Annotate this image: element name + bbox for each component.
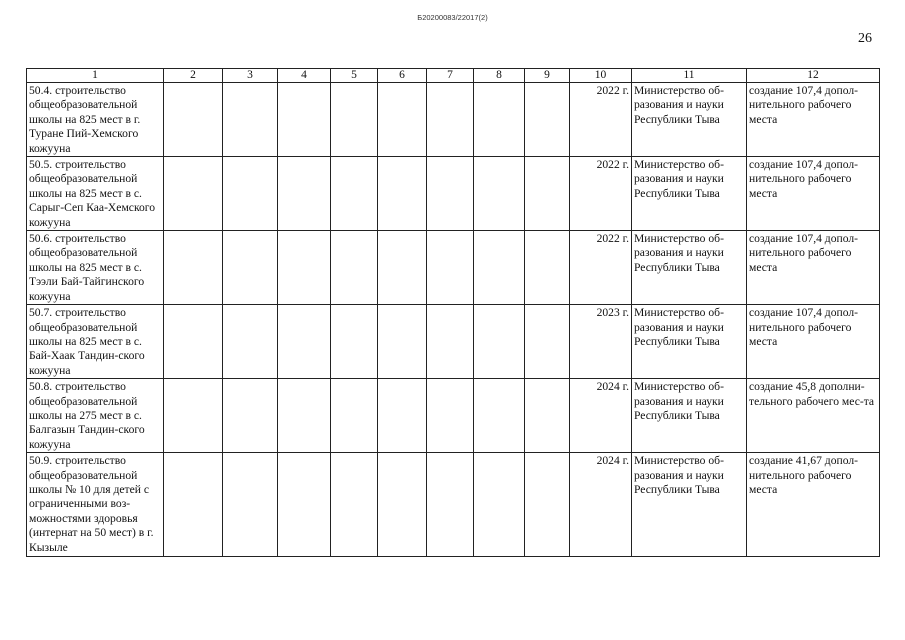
year-cell: 2022 г. [570,157,632,231]
empty-cell [331,83,378,157]
empty-cell [164,379,223,453]
column-header: 12 [747,69,880,83]
responsible-cell: Министерство об-разования и науки Республики Тыва [632,453,747,557]
empty-cell [278,83,331,157]
empty-cell [378,379,427,453]
responsible-cell: Министерство об-разования и науки Республики Тыва [632,83,747,157]
empty-cell [223,83,278,157]
table-row [27,231,880,305]
table-row [27,453,880,557]
measure-cell: 50.9. строительство общеобразовательной школы № 10 для детей с ограниченными воз-можностями здоровья (интернат на 50 мест) в г. Кызыле [27,453,164,557]
empty-cell [525,83,570,157]
empty-cell [427,157,474,231]
empty-cell [223,305,278,379]
empty-cell [223,157,278,231]
table-row [27,305,880,379]
empty-cell [164,83,223,157]
measure-cell: 50.5. строительство общеобразовательной школы на 825 мест в с. Сарыг-Сеп Каа-Хемского кожууна [27,157,164,231]
column-header: 10 [570,69,632,83]
year-cell: 2022 г. [570,231,632,305]
empty-cell [525,453,570,557]
page-number: 26 [858,31,872,46]
result-cell: создание 107,4 допол-нительного рабочего места [747,231,880,305]
empty-cell [223,231,278,305]
empty-cell [331,305,378,379]
column-header: 9 [525,69,570,83]
empty-cell [164,157,223,231]
column-header: 11 [632,69,747,83]
empty-cell [164,453,223,557]
empty-cell [474,83,525,157]
empty-cell [278,453,331,557]
empty-cell [378,453,427,557]
responsible-cell: Министерство об-разования и науки Республики Тыва [632,379,747,453]
result-cell: создание 41,67 допол-нительного рабочего места [747,453,880,557]
empty-cell [278,157,331,231]
measure-cell: 50.6. строительство общеобразовательной школы на 825 мест в с. Тээли Бай-Тайгинского кожууна [27,231,164,305]
empty-cell [378,305,427,379]
year-cell: 2024 г. [570,453,632,557]
empty-cell [427,379,474,453]
empty-cell [474,305,525,379]
program-table [26,68,880,557]
empty-cell [223,453,278,557]
empty-cell [278,305,331,379]
result-cell: создание 107,4 допол-нительного рабочего места [747,83,880,157]
empty-cell [223,379,278,453]
year-cell: 2024 г. [570,379,632,453]
year-cell: 2023 г. [570,305,632,379]
column-header: 2 [164,69,223,83]
empty-cell [331,231,378,305]
empty-cell [427,83,474,157]
empty-cell [474,453,525,557]
measure-cell: 50.8. строительство общеобразовательной школы на 275 мест в с. Балгазын Тандин-ского кожууна [27,379,164,453]
empty-cell [164,305,223,379]
empty-cell [427,305,474,379]
empty-cell [331,157,378,231]
measure-cell: 50.7. строительство общеобразовательной школы на 825 мест в с. Бай-Хаак Тандин-ского кожууна [27,305,164,379]
column-header: 1 [27,69,164,83]
empty-cell [525,379,570,453]
responsible-cell: Министерство об-разования и науки Республики Тыва [632,305,747,379]
document-code: Б20200083/22017(2) [417,13,488,22]
column-header: 8 [474,69,525,83]
empty-cell [474,379,525,453]
result-cell: создание 107,4 допол-нительного рабочего места [747,305,880,379]
empty-cell [378,83,427,157]
table-row [27,157,880,231]
empty-cell [525,231,570,305]
column-header: 4 [278,69,331,83]
table-row [27,83,880,157]
empty-cell [427,453,474,557]
empty-cell [331,379,378,453]
empty-cell [164,231,223,305]
empty-cell [331,453,378,557]
result-cell: создание 45,8 дополни-тельного рабочего мес-та [747,379,880,453]
empty-cell [525,305,570,379]
empty-cell [378,157,427,231]
table-header-row [27,69,880,83]
column-header: 3 [223,69,278,83]
year-cell: 2022 г. [570,83,632,157]
responsible-cell: Министерство об-разования и науки Республики Тыва [632,157,747,231]
column-header: 7 [427,69,474,83]
empty-cell [474,231,525,305]
result-cell: создание 107,4 допол-нительного рабочего места [747,157,880,231]
table-row [27,379,880,453]
empty-cell [474,157,525,231]
empty-cell [525,157,570,231]
empty-cell [427,231,474,305]
empty-cell [278,231,331,305]
column-header: 5 [331,69,378,83]
responsible-cell: Министерство об-разования и науки Республики Тыва [632,231,747,305]
empty-cell [378,231,427,305]
column-header: 6 [378,69,427,83]
measure-cell: 50.4. строительство общеобразовательной школы на 825 мест в г. Туране Пий-Хемского кожууна [27,83,164,157]
empty-cell [278,379,331,453]
